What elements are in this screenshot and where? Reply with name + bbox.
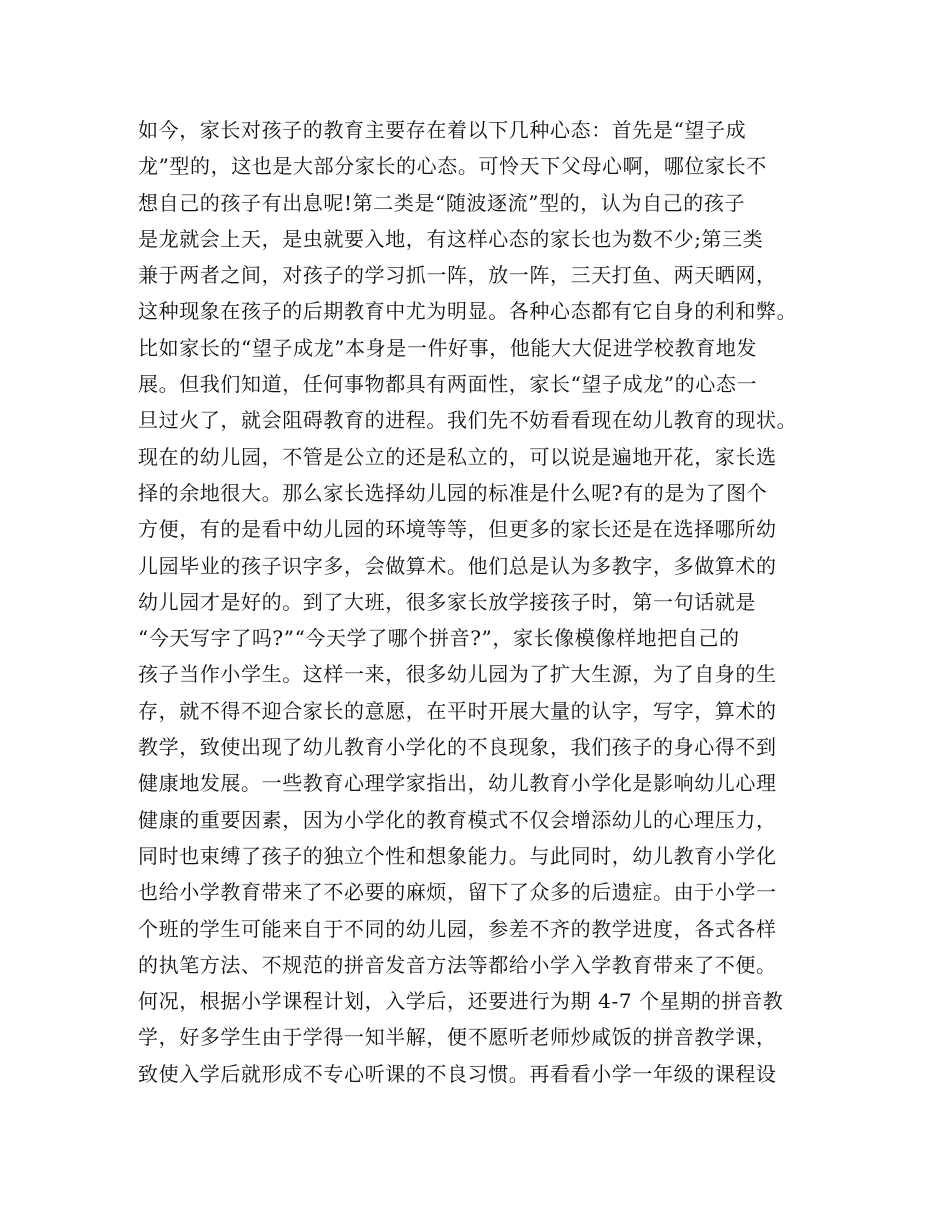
text-line: 比如家长的“望子成龙”本身是一件好事，他能大大促进学校教育地发 xyxy=(138,335,758,360)
body-text xyxy=(138,112,838,1092)
text-line: 想自己的孩子有出息呢!第二类是“随波逐流”型的，认为自己的孩子 xyxy=(138,190,746,215)
text-line: 也给小学教育带来了不必要的麻烦，留下了众多的后遗症。由于小学一 xyxy=(138,880,777,905)
text-line: 现在的幼儿园，不管是公立的还是私立的，可以说是遍地开花，家长选 xyxy=(138,444,777,469)
text-line: 这种现象在孩子的后期教育中尤为明显。各种心态都有它自身的利和弊。 xyxy=(138,299,798,324)
text-line: 存，就不得不迎合家长的意愿，在平时开展大量的认字，写字，算术的 xyxy=(138,698,777,723)
text-line: 旦过火了，就会阻碍教育的进程。我们先不妨看看现在幼儿教育的现状。 xyxy=(138,408,798,433)
text-line: 择的余地很大。那么家长选择幼儿园的标准是什么呢?有的是为了图个 xyxy=(138,480,768,505)
text-line: 个班的学生可能来自于不同的幼儿园，参差不齐的教学进度，各式各样 xyxy=(138,916,777,941)
text-line: 展。但我们知道，任何事物都具有两面性，家长“望子成龙”的心态一 xyxy=(138,372,758,397)
text-line: 教学，致使出现了幼儿教育小学化的不良现象，我们孩子的身心得不到 xyxy=(138,735,777,760)
text-line: 致使入学后就形成不专心听课的不良习惯。再看看小学一年级的课程设 xyxy=(138,1061,777,1086)
text-line: 是龙就会上天，是虫就要入地，有这样心态的家长也为数不少;第三类 xyxy=(138,226,764,251)
text-line: 同时也束缚了孩子的独立个性和想象能力。与此同时，幼儿教育小学化 xyxy=(138,843,777,868)
text-line: 幼儿园才是好的。到了大班，很多家长放学接孩子时，第一句话就是 xyxy=(138,589,756,614)
text-line: 方便，有的是看中幼儿园的环境等等，但更多的家长还是在选择哪所幼 xyxy=(138,517,777,542)
text-line: 儿园毕业的孩子识字多，会做算术。他们总是认为多教字，多做算术的 xyxy=(138,553,777,578)
text-line: 兼于两者之间，对孩子的学习抓一阵，放一阵，三天打鱼、两天晒网， xyxy=(138,263,777,288)
text-line: “今天写字了吗?”“今天学了哪个拼音?”，家长像模像样地把自己的 xyxy=(138,626,740,651)
text-line: 龙”型的，这也是大部分家长的心态。可怜天下父母心啊，哪位家长不 xyxy=(138,154,767,179)
text-line: 的执笔方法、不规范的拼音发音方法等都给小学入学教育带来了不便。 xyxy=(138,952,777,977)
text-line: 学，好多学生由于学得一知半解，便不愿听老师炒咸饭的拼音教学课， xyxy=(138,1025,777,1050)
text-line: 健康的重要因素，因为小学化的教育模式不仅会增添幼儿的心理压力， xyxy=(138,807,777,832)
text-line: 何况，根据小学课程计划，入学后，还要进行为期 4-7 个星期的拼音教 xyxy=(138,989,784,1014)
text-line: 孩子当作小学生。这样一来，很多幼儿园为了扩大生源，为了自身的生 xyxy=(138,662,777,687)
text-line: 健康地发展。一些教育心理学家指出，幼儿教育小学化是影响幼儿心理 xyxy=(138,771,777,796)
text-line: 如今，家长对孩子的教育主要存在着以下几种心态：首先是“望子成 xyxy=(138,118,747,142)
